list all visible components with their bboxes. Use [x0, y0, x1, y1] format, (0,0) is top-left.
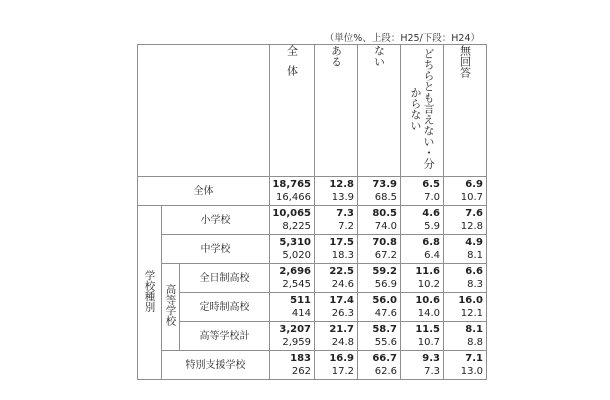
- cell: 183: [270, 351, 315, 366]
- cell: 2,545: [270, 278, 315, 293]
- cell: 7.0: [401, 191, 444, 206]
- unit-note: （単位%、上段：H25/下段：H24）: [324, 33, 480, 44]
- cell: 6.6: [444, 264, 487, 279]
- header-row: [138, 45, 487, 177]
- cell: 3,207: [270, 322, 315, 337]
- group-label-high-school: 高等学校: [162, 264, 180, 351]
- cell: 6.5: [401, 177, 444, 192]
- cell: 262: [270, 365, 315, 380]
- cell: 11.5: [401, 322, 444, 337]
- cell: 16.9: [315, 351, 358, 366]
- cell: 9.3: [401, 351, 444, 366]
- cell: 11.6: [401, 264, 444, 279]
- header-dochira: どちらとも言えない・分からない: [401, 45, 444, 177]
- cell: 17.5: [315, 235, 358, 250]
- table-row: [138, 235, 487, 250]
- cell: 13.9: [315, 191, 358, 206]
- cell: 12.1: [444, 307, 487, 322]
- cell: 47.6: [358, 307, 401, 322]
- cell: 18,765: [270, 177, 315, 192]
- cell: 56.0: [358, 293, 401, 308]
- cell: 16.0: [444, 293, 487, 308]
- row-label: 全日制高校: [180, 264, 270, 293]
- cell: 511: [270, 293, 315, 308]
- group-label-school-type: 学校種別: [138, 206, 162, 380]
- table-row: [138, 293, 487, 308]
- cell: 17.2: [315, 365, 358, 380]
- cell: 21.7: [315, 322, 358, 337]
- cell: 7.3: [401, 365, 444, 380]
- cell: 73.9: [358, 177, 401, 192]
- cell: 68.5: [358, 191, 401, 206]
- cell: 6.8: [401, 235, 444, 250]
- row-label: 小学校: [162, 206, 270, 235]
- cell: 18.3: [315, 249, 358, 264]
- cell: 10.2: [401, 278, 444, 293]
- cell: 8.1: [444, 249, 487, 264]
- cell: 2,696: [270, 264, 315, 279]
- cell: 5,310: [270, 235, 315, 250]
- cell: 58.7: [358, 322, 401, 337]
- cell: 4.9: [444, 235, 487, 250]
- cell: 8.1: [444, 322, 487, 337]
- cell: 8.3: [444, 278, 487, 293]
- row-label: 中学校: [162, 235, 270, 264]
- cell: 13.0: [444, 365, 487, 380]
- cell: 7.1: [444, 351, 487, 366]
- cell: 10.7: [401, 336, 444, 351]
- cell: 10.7: [444, 191, 487, 206]
- cell: 8,225: [270, 220, 315, 235]
- header-nai: ない: [358, 45, 401, 177]
- row-label: 定時制高校: [180, 293, 270, 322]
- cell: 14.0: [401, 307, 444, 322]
- cell: 4.6: [401, 206, 444, 221]
- header-corner: [138, 45, 270, 177]
- row-label: 特別支援学校: [162, 351, 270, 380]
- cell: 67.2: [358, 249, 401, 264]
- header-mukaito: 無回答: [444, 45, 487, 177]
- cell: 5.9: [401, 220, 444, 235]
- cell: 56.9: [358, 278, 401, 293]
- cell: 7.6: [444, 206, 487, 221]
- cell: 8.8: [444, 336, 487, 351]
- cell: 16,466: [270, 191, 315, 206]
- cell: 70.8: [358, 235, 401, 250]
- cell: 59.2: [358, 264, 401, 279]
- cell: 24.6: [315, 278, 358, 293]
- cell: 2,959: [270, 336, 315, 351]
- cell: 26.3: [315, 307, 358, 322]
- cell: 66.7: [358, 351, 401, 366]
- cell: 6.9: [444, 177, 487, 192]
- table-row: [138, 351, 487, 366]
- cell: 80.5: [358, 206, 401, 221]
- header-aru: ある: [315, 45, 358, 177]
- table-row: [138, 264, 487, 279]
- cell: 22.5: [315, 264, 358, 279]
- cell: 10,065: [270, 206, 315, 221]
- cell: 55.6: [358, 336, 401, 351]
- row-label: 高等学校計: [180, 322, 270, 351]
- cell: 17.4: [315, 293, 358, 308]
- cell: 7.2: [315, 220, 358, 235]
- row-label: 全体: [138, 177, 270, 206]
- cell: 7.3: [315, 206, 358, 221]
- cell: 12.8: [315, 177, 358, 192]
- cell: 6.4: [401, 249, 444, 264]
- survey-table: [137, 44, 487, 380]
- table-row: [138, 322, 487, 337]
- header-total: 全体: [270, 45, 315, 177]
- cell: 74.0: [358, 220, 401, 235]
- cell: 24.8: [315, 336, 358, 351]
- cell: 5,020: [270, 249, 315, 264]
- cell: 62.6: [358, 365, 401, 380]
- table-row: [138, 206, 487, 221]
- cell: 10.6: [401, 293, 444, 308]
- cell: 12.8: [444, 220, 487, 235]
- cell: 414: [270, 307, 315, 322]
- table-row: [138, 177, 487, 192]
